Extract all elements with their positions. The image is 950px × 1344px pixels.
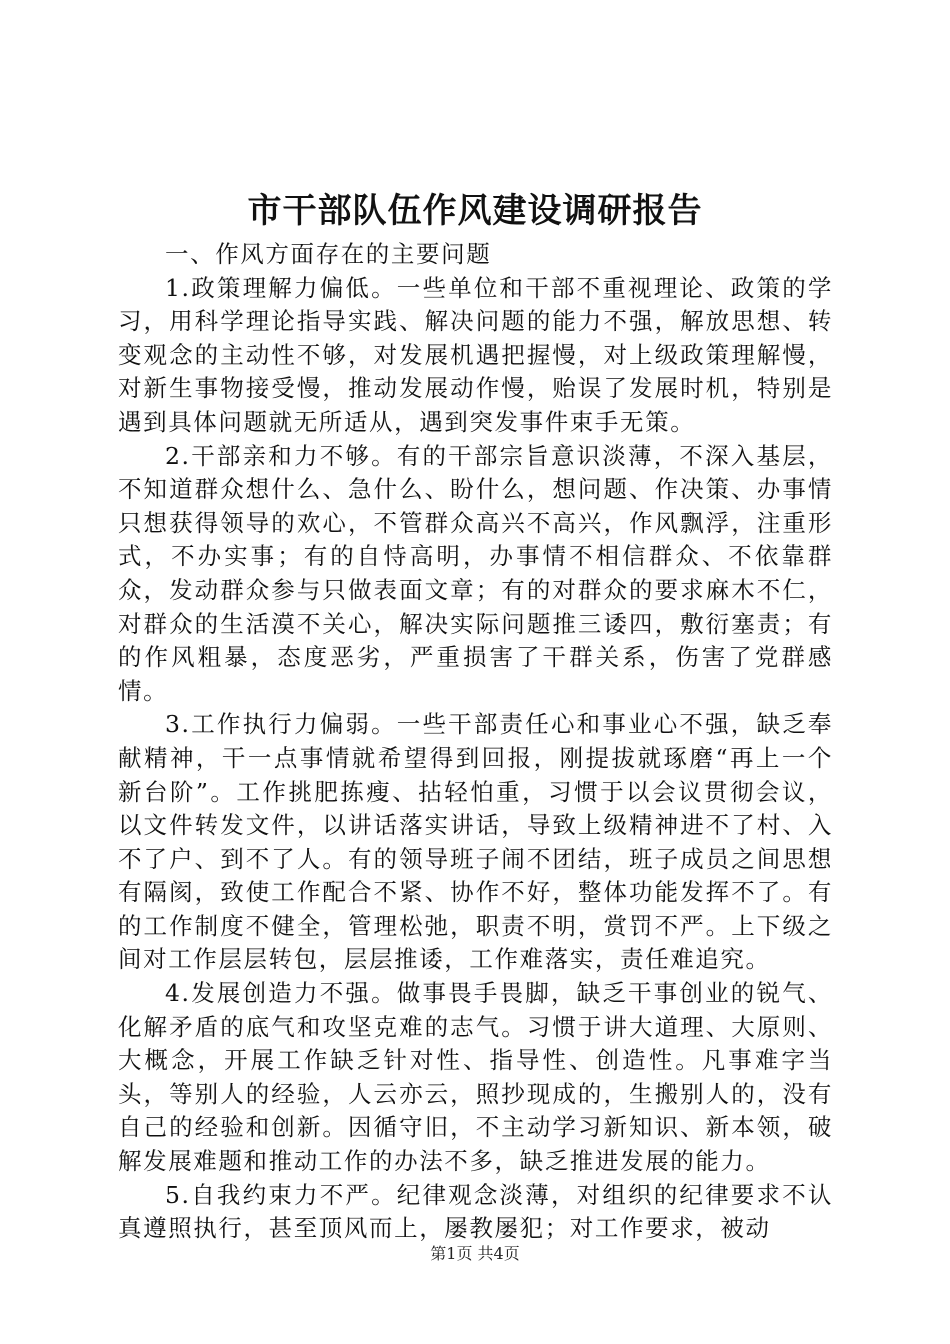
page-footer: 第1页 共4页 [430, 1244, 520, 1263]
paragraph-4: 4.发展创造力不强。做事畏手畏脚，缺乏干事创业的锐气、化解矛盾的底气和攻坚克难的志气。习惯于讲大道理、大原则、大概念，开展工作缺乏针对性、指导性、创造性。凡事难字当头，等别人的经验，人云亦云，照抄现成的，生搬别人的，没有自己的经验和创新。因循守旧，不主动学习新知识、新本领，破解发展难题和推动工作的办法不多，缺乏推进发展的能力。 [118, 979, 833, 1176]
paragraph-1: 1.政策理解力偏低。一些单位和干部不重视理论、政策的学习，用科学理论指导实践、解决问题的能力不强，解放思想、转变观念的主动性不够，对发展机遇把握慢，对上级政策理解慢，对新生事物接受慢，推动发展动作慢，贻误了发展时机，特别是遇到具体问题就无所适从，遇到突发事件束手无策。 [118, 273, 833, 436]
paragraph-2: 2.干部亲和力不够。有的干部宗旨意识淡薄，不深入基层，不知道群众想什么、急什么、盼什么，想问题、作决策、办事情只想获得领导的欢心，不管群众高兴不高兴，作风飘浮，注重形式，不办实事；有的自恃高明，办事情不相信群众、不依靠群众，发动群众参与只做表面文章；有的对群众的要求麻木不仁，对群众的生活漠不关心，解决实际问题推三诿四，敷衍塞责；有的作风粗暴，态度恶劣，严重损害了干群关系，伤害了党群感情。 [118, 441, 833, 705]
document-body [118, 238, 833, 1246]
document-title: 市干部队伍作风建设调研报告 [247, 191, 703, 231]
section-heading: 一、作风方面存在的主要问题 [165, 240, 492, 268]
paragraph-5: 5.自我约束力不严。纪律观念淡薄，对组织的纪律要求不认真遵照执行，甚至顶风而上，屡教屡犯；对工作要求，被动 [118, 1180, 833, 1243]
paragraph-3: 3.工作执行力偏弱。一些干部责任心和事业心不强，缺乏奉献精神，干一点事情就希望得到回报，刚提拔就琢磨“再上一个新台阶”。工作挑肥拣瘦、拈轻怕重，习惯于以会议贯彻会议，以文件转发文件，以讲话落实讲话，导致上级精神进不了村、入不了户、到不了人。有的领导班子闹不团结，班子成员之间思想有隔阂，致使工作配合不紧、协作不好，整体功能发挥不了。有的工作制度不健全，管理松弛，职责不明，赏罚不严。上下级之间对工作层层转包，层层推诿，工作难落实，责任难追究。 [118, 710, 833, 974]
